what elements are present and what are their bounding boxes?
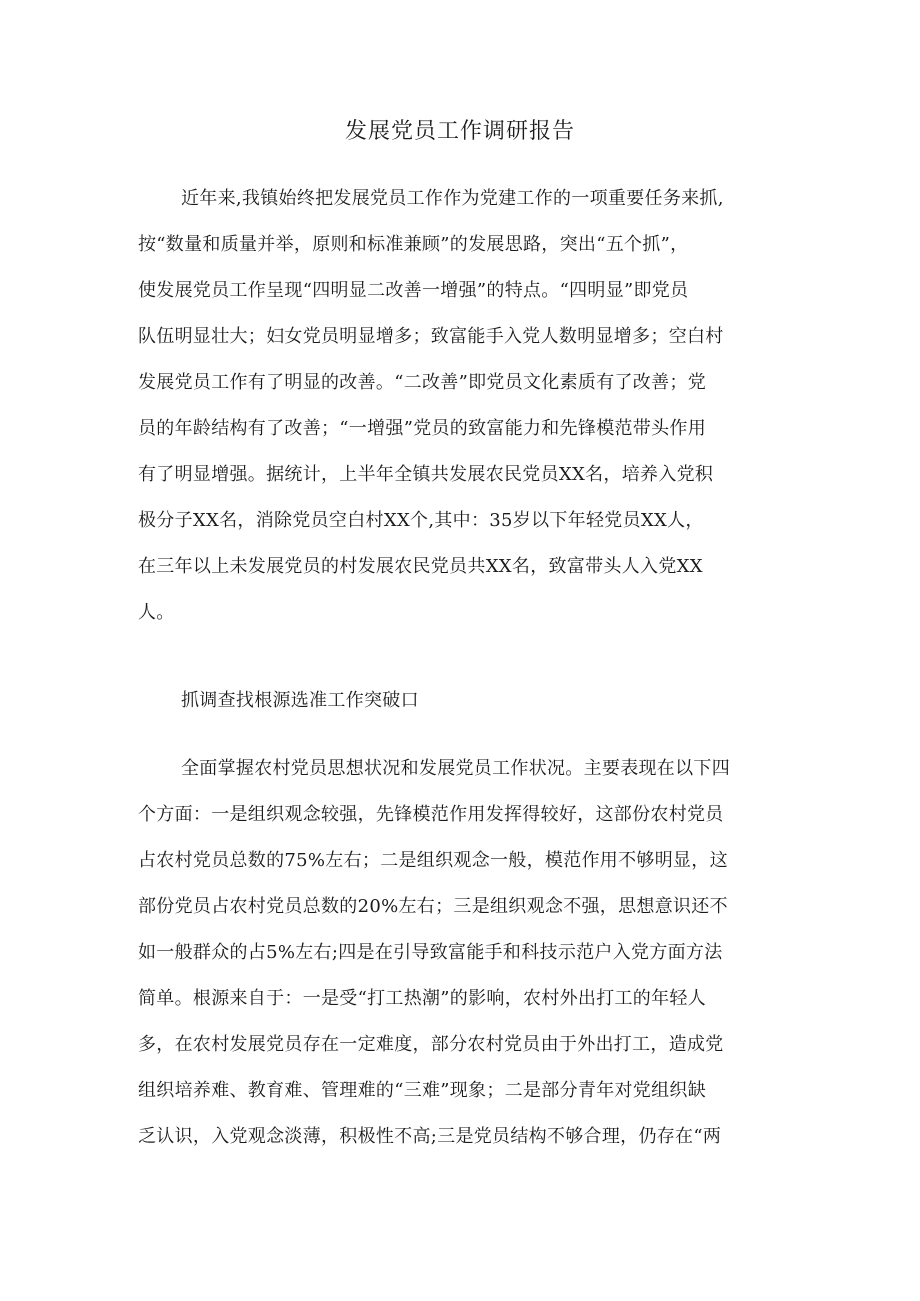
paragraph-2-line: 组织培养难、教育难、管理难的“三难”现象；二是部分青年对党组织缺 <box>138 1080 707 1101</box>
paragraph-1-line: 在三年以上未发展党员的村发展农民党员共XX名，致富带头人入党XX <box>138 556 703 577</box>
document-title: 发展党员工作调研报告 <box>344 119 575 144</box>
paragraph-2-line: 个方面：一是组织观念较强，先锋模范作用发挥得较好，这部份农村党员 <box>138 804 724 825</box>
paragraph-2-line: 多，在农村发展党员存在一定难度，部分农村党员由于外出打工，造成党 <box>138 1034 724 1055</box>
paragraph-1-line: 员的年龄结构有了改善；“一增强”党员的致富能力和先锋模范带头作用 <box>138 418 707 439</box>
paragraph-2-line: 部份党员占农村党员总数的20%左右；三是组织观念不强，思想意识还不 <box>138 896 728 917</box>
paragraph-1-line: 按“数量和质量并举，原则和标准兼顾”的发展思路，突出“五个抓”， <box>138 234 689 255</box>
paragraph-1-line: 有了明显增强。据统计，上半年全镇共发展农民党员XX名，培养入党积 <box>138 464 714 485</box>
paragraph-1-line: 人。 <box>138 602 175 623</box>
paragraph-2-line: 乏认识，入党观念淡薄，积极性不高;三是党员结构不够合理，仍存在“两 <box>138 1126 722 1147</box>
paragraph-2-line: 如一般群众的占5%左右;四是在引导致富能手和科技示范户入党方面方法 <box>138 942 723 963</box>
paragraph-1-line: 近年来,我镇始终把发展党员工作作为党建工作的一项重要任务来抓, <box>181 188 724 209</box>
paragraph-1-line: 使发展党员工作呈现“四明显二改善一增强”的特点。“四明显”即党员 <box>138 280 689 301</box>
paragraph-2-line: 全面掌握农村党员思想状况和发展党员工作状况。主要表现在以下四 <box>181 758 730 779</box>
paragraph-1-line: 队伍明显壮大；妇女党员明显增多；致富能手入党人数明显增多；空白村 <box>138 326 724 347</box>
paragraph-2-line: 简单。根源来自于：一是受“打工热潮”的影响，农村外出打工的年轻人 <box>138 988 707 1009</box>
paragraph-1-line: 极分子XX名，消除党员空白村XX个,其中：35岁以下年轻党员XX人， <box>138 510 704 531</box>
paragraph-1-line: 发展党员工作有了明显的改善。“二改善”即党员文化素质有了改善；党 <box>138 372 707 393</box>
paragraph-2-line: 占农村党员总数的75%左右；二是组织观念一般，模范作用不够明显，这 <box>138 850 728 871</box>
section-heading: 抓调查找根源选准工作突破口 <box>181 690 419 711</box>
